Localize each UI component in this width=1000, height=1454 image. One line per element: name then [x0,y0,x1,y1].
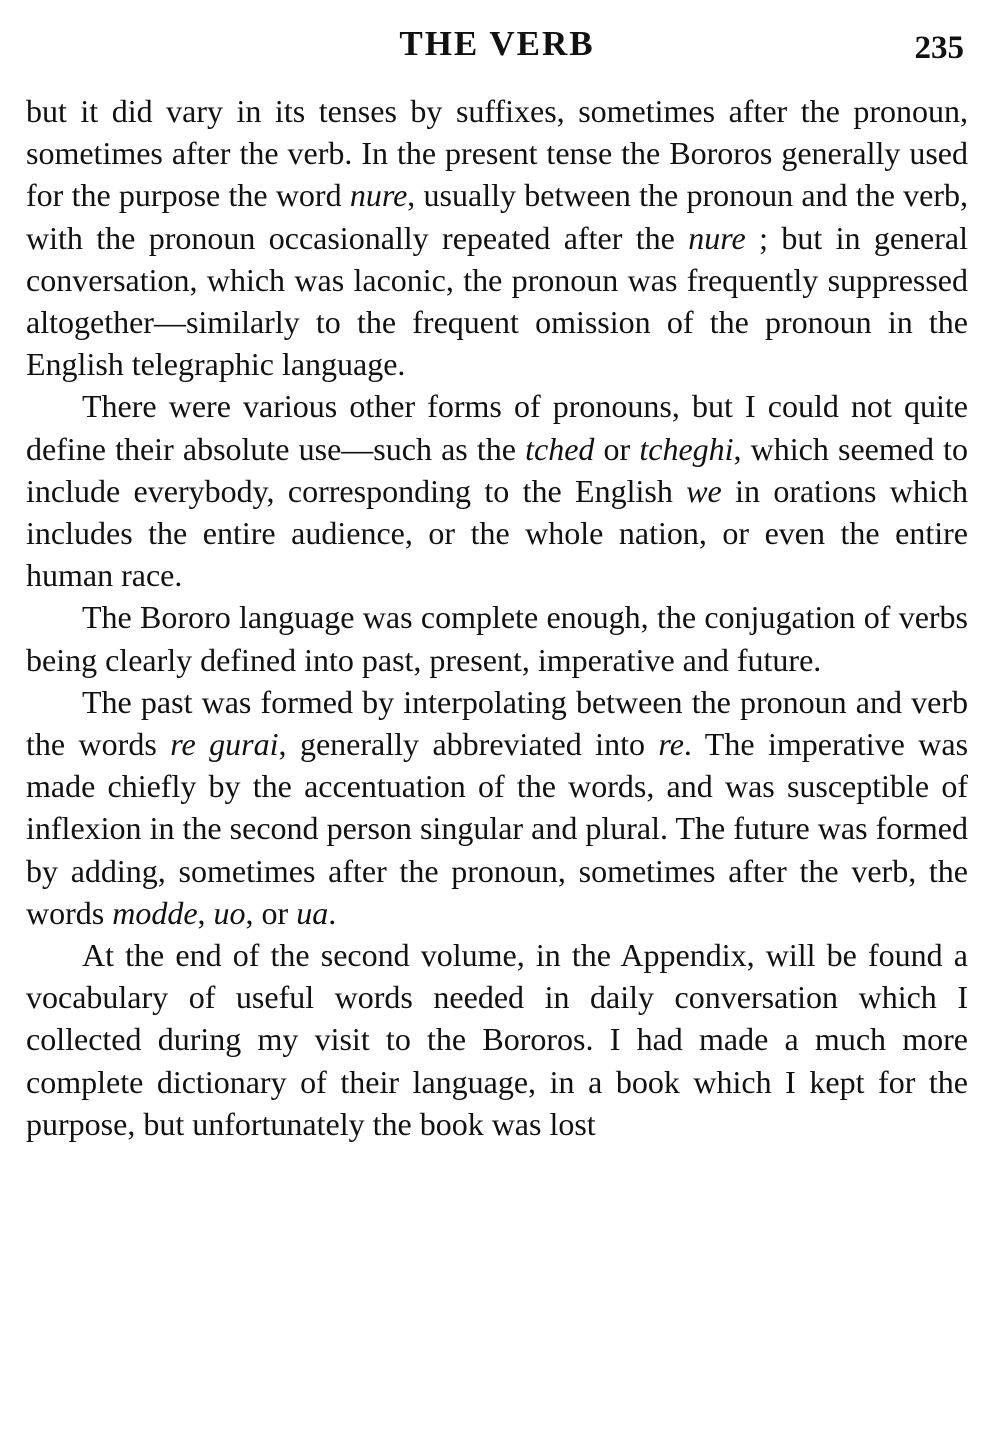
text-segment: , [197,894,214,931]
text-segment: ; but in general conversation, which was laconic, the pronoun was frequently suppressed altogether—similarly to the frequent omission of the pronoun in the English telegraphic language. [26,219,968,383]
italic-term: uo [213,894,246,931]
paragraph-1 [26,90,968,385]
italic-term: ua [296,894,329,931]
text-segment: , usually between the pronoun and the verb, with the pronoun occasionally repeated after the [26,177,968,256]
text-segment: There were various other forms of pronouns, but I could not quite define their absolute use—such as the [26,388,968,467]
text-segment: The Bororo language was complete enough, the conjugation of verbs being clearly defined into past, present, imperative and future. [26,599,968,678]
italic-term: we [686,472,722,509]
chapter-title: THE VERB [399,24,595,63]
text-segment: or [594,430,640,467]
text-segment: , generally abbreviated into [278,726,659,763]
italic-term: tched [525,430,595,467]
text-segment: . [328,894,337,931]
page-number: 235 [914,30,964,66]
italic-term: nure [688,219,746,256]
text-segment: in orations which includes the entire audience, or the whole nation, or even the entire human race. [26,472,968,594]
running-head [26,22,968,74]
text-segment: but it did vary in its tenses by suffixes, sometimes after the pronoun, sometimes after the verb. In the present tense the Bororos generally used for the purpose the word [26,93,968,214]
italic-term: re gurai [170,726,279,763]
paragraph-3 [26,596,968,680]
text-segment: At the end of the second volume, in the Appendix, will be found a vocabulary of useful words needed in daily conversation which I collected during my visit to the Bororos. I had made a much more complete dictionary of their language, in a book which I kept for the purpose, but unfortunately the book was lost [26,937,968,1142]
book-page [26,22,968,1442]
italic-term: modde [112,894,198,931]
body-text [26,90,968,1145]
italic-term: nure [349,177,408,214]
paragraph-5 [26,934,968,1145]
text-segment: The past was formed by interpolating between the pronoun and verb the words [26,683,968,763]
paragraph-2 [26,385,968,596]
text-segment: , or [245,894,297,931]
text-segment: . The imperative was made chiefly by the accentuation of the words, and was susceptible of inflexion in the second person singular and plural. The future was formed by adding, sometimes after the pronoun, sometimes after the verb, the words [26,726,968,931]
italic-term: re [658,726,684,763]
italic-term: tcheghi [639,430,734,467]
text-segment: , which seemed to include everybody, corresponding to the English [26,430,968,509]
paragraph-4 [26,681,968,934]
